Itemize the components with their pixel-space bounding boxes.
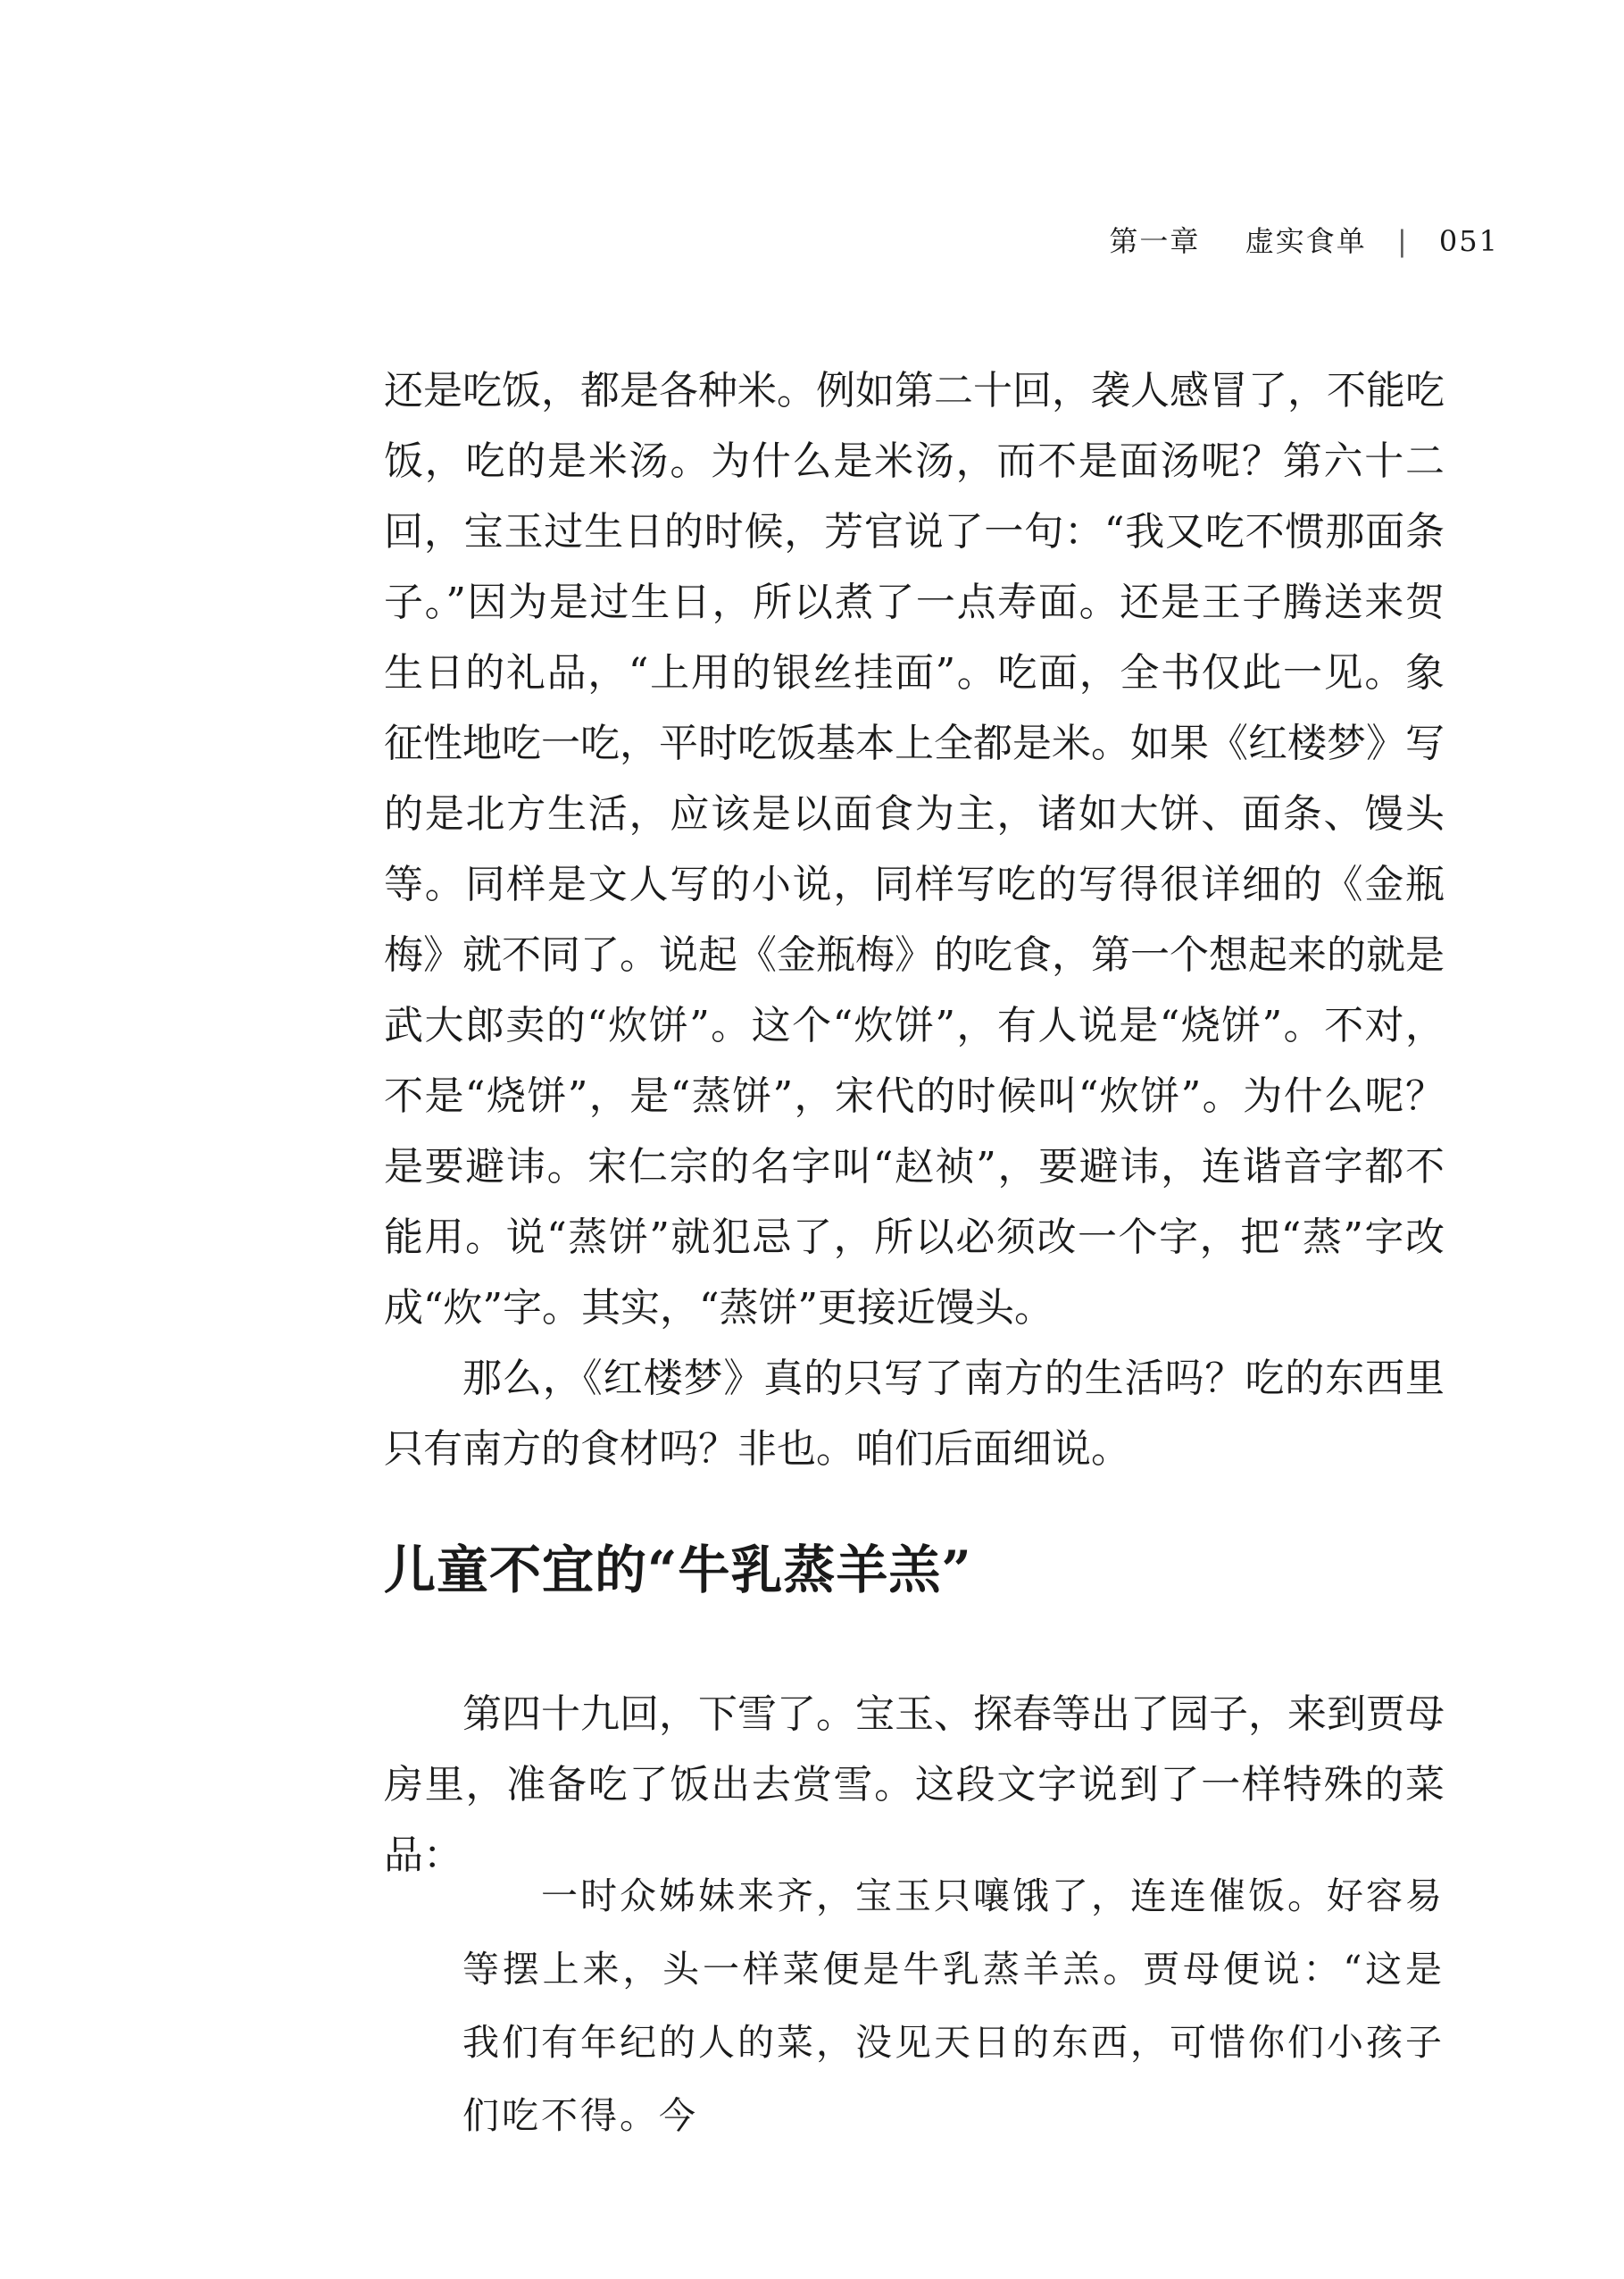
page-number: 051 bbox=[1438, 224, 1499, 258]
chapter-label: 第一章 bbox=[1109, 224, 1201, 258]
paragraph: 那么，《红楼梦》真的只写了南方的生活吗？吃的东西里只有南方的食材吗？非也。咱们后面细说。 bbox=[384, 1356, 1445, 1472]
header-separator: | bbox=[1396, 224, 1409, 258]
quote-text: 一时众姊妹来齐，宝玉只嚷饿了，连连催饭。好容易等摆上来，头一样菜便是牛乳蒸羊羔。贾母便说：“这是我们有年纪的人的菜，没见天日的东西，可惜你们小孩子们吃不得。今 bbox=[462, 1874, 1445, 2137]
section-heading: 儿童不宜的“牛乳蒸羊羔” bbox=[384, 1540, 972, 1600]
paragraph: 还是吃饭，都是各种米。例如第二十回，袭人感冒了，不能吃饭，吃的是米汤。为什么是米汤，而不是面汤呢？第六十二回，宝玉过生日的时候，芳官说了一句：“我又吃不惯那面条子。”因为是过生日，所以煮了一点寿面。还是王子腾送来贺生日的礼品，“上用的银丝挂面”。吃面，全书仅此一见。象征性地吃一吃，平时吃饭基本上全都是米。如果《红楼梦》写的是北方生活，应该是以面食为主，诸如大饼、面条、馒头等。同样是文人写的小说，同样写吃的写得很详细的《金瓶梅》就不同了。说起《金瓶梅》的吃食，第一个想起来的就是武大郎卖的“炊饼”。这个“炊饼”，有人说是“烧饼”。不对，不是“烧饼”，是“蒸饼”，宋代的时候叫“炊饼”。为什么呢？是要避讳。宋仁宗的名字叫“赵祯”，要避讳，连谐音字都不能用。说“蒸饼”就犯忌了，所以必须改一个字，把“蒸”字改成“炊”字。其实，“蒸饼”更接近馒头。 bbox=[384, 368, 1445, 1331]
running-header bbox=[1109, 220, 1499, 263]
chapter-title: 虚实食单 bbox=[1245, 224, 1367, 258]
block-quote bbox=[462, 1859, 1445, 2152]
section-1-body bbox=[384, 355, 1445, 1484]
paragraph: 第四十九回，下雪了。宝玉、探春等出了园子，来到贾母房里，准备吃了饭出去赏雪。这段文字说到了一样特殊的菜品： bbox=[384, 1691, 1445, 1878]
